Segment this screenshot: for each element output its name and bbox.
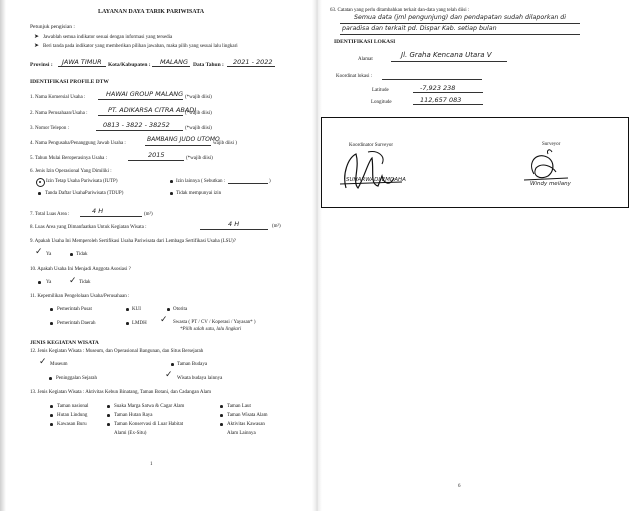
q10-no: Tidak (79, 280, 91, 285)
q1-underline (98, 99, 183, 100)
q3-label: 3. Nomor Telepon : (30, 126, 69, 131)
q9-label: 9. Apakah Usaha Ini Memperoleh Sertifikasi Usaha Pariwisata dari Lembaga Sertifikasi Usaha (LSU)? (30, 239, 236, 244)
q2-label: 2. Nama Perusahaan/Usaha : (30, 111, 88, 116)
q13-option: Taman Wisata Alam (227, 413, 268, 418)
address-value: Jl. Graha Kencana Utara V (401, 51, 492, 59)
q13-label: 13. Jenis Kegiatan Wisata : Aktivitas Kebun Binatang, Taman Botani, dan Cadangan Alam (30, 390, 212, 395)
q6-option-other: Izin lainnya ( Sebutkan : (176, 179, 226, 184)
bullet-icon (50, 308, 53, 311)
city-value: MALANG (160, 58, 189, 66)
address-underline (391, 61, 507, 62)
latitude-underline (413, 92, 483, 93)
bullet-icon (50, 423, 53, 426)
q3-value: 0813 - 3822 - 38252 (103, 121, 170, 129)
bullet-icon (107, 405, 110, 408)
bullet-icon (167, 308, 170, 311)
q1-value: HAWAI GROUP MALANG (106, 90, 184, 98)
latitude-label: Latitude (372, 88, 389, 93)
q5-value: 2015 (148, 151, 165, 159)
q4-value: BAMBANG JUDO UTOMO (147, 136, 220, 143)
q7-unit: (m²) (144, 212, 153, 217)
checkmark-icon: ✓ (39, 357, 47, 367)
year-value: 2021 - 2022 (233, 58, 273, 66)
coordinator-label: Koordinator Surveyor (349, 143, 394, 148)
checkmark-icon: ✓ (69, 276, 77, 286)
q13-option: Alami (Ex-Situ) (114, 431, 147, 436)
arrow-icon: ➤ (34, 34, 40, 40)
bullet-icon (50, 414, 53, 417)
q4-required: wajib diisi ) (213, 141, 237, 146)
q3-required: (*wajib diisi) (185, 126, 212, 131)
q9-no: Tidak (76, 252, 88, 257)
address-label: Alamat (358, 57, 373, 62)
q13-option: Taman Laut (227, 404, 251, 409)
arrow-icon: ➤ (34, 43, 40, 49)
bullet-icon (50, 322, 53, 325)
q6-close-paren: ) (269, 179, 271, 184)
q13-option: Taman Konservasi di Luar Habitat (114, 422, 184, 427)
q63-underline-2 (340, 34, 580, 35)
page-number-left: 1 (150, 462, 153, 467)
q11-option: Pemerintah Pusat (57, 307, 92, 312)
q6-option-none: Tidak mempunyai izin (176, 191, 222, 196)
bullet-icon (220, 414, 223, 417)
longitude-underline (413, 104, 483, 105)
surveyor-label: Surveyor (542, 142, 561, 147)
instruction-1: Jawablah semua indikator sesuai dengan informasi yang tersedia (43, 35, 173, 40)
bullet-icon (107, 414, 110, 417)
q8-value: 4 H (228, 220, 240, 228)
page-gutter (312, 0, 322, 511)
q12-label: 12. Jenis Kegiatan Wisata : Museum, dan Operasional Bangunan, dan Situs Bersejarah (30, 349, 204, 354)
bullet-icon (70, 253, 73, 256)
q10-yes: Ya (46, 280, 52, 285)
bullet-icon (220, 405, 223, 408)
q7-underline (80, 216, 142, 217)
form-title: LAYANAN DAYA TARIK PARIWISATA (98, 9, 205, 15)
q63-underline-1 (340, 23, 580, 24)
longitude-value: 112,657 083 (420, 96, 462, 104)
q11-option: KUI (132, 307, 141, 312)
bullet-icon (126, 322, 129, 325)
q11-option: Pemerintah Daerah (57, 321, 96, 326)
q7-label: 7. Total Luas Area : (30, 212, 70, 217)
q12-option: Museum (50, 362, 68, 367)
longitude-label: Longitude (371, 100, 392, 105)
bullet-icon (39, 181, 42, 184)
year-label: Data Tahun : (193, 62, 224, 68)
q12-option: Wisata budaya lainnya (177, 376, 223, 381)
q13-option: Taman Hutan Raya (114, 413, 153, 418)
q5-label: 5. Tahun Mulai Beroperasinya Usaha : (30, 156, 108, 161)
bullet-icon (126, 308, 129, 311)
q13-option: Suaka Marga Satwa & Cagar Alam (114, 404, 185, 409)
q5-underline (128, 160, 184, 161)
latitude-value: -7,923 238 (420, 84, 456, 92)
section-location: IDENTIFIKASI LOKASI (334, 39, 396, 45)
q13-option: Hutan Lindung (57, 413, 88, 418)
q63-note-line1: Semua data (jml pengunjung) dan pendapatan sudah dilaporkan di (354, 14, 567, 21)
q1-required: (*wajib diisi) (185, 95, 212, 100)
q5-required: (*wajib diisi) (186, 156, 213, 161)
page-number-right: 6 (458, 484, 461, 489)
coordinator-signature (338, 148, 418, 194)
q4-underline (145, 145, 211, 146)
province-underline (58, 66, 106, 67)
q11-note: *Pilih salah satu, lalu lingkari (180, 327, 242, 332)
year-underline (227, 66, 275, 67)
bullet-icon (49, 377, 52, 380)
coordinator-name: SUHARWADI EMDAHA (346, 177, 406, 183)
bullet-icon (50, 405, 53, 408)
city-underline (152, 66, 190, 67)
q8-label: 8. Luas Area yang Dimanfaatkan Untuk Kegiatan Wisata : (30, 225, 147, 230)
city-label: Kota/Kabupaten : (108, 62, 151, 68)
q2-required: (*wajib diisi) (185, 111, 212, 116)
q12-option: Peninggalan Sejarah (56, 376, 97, 381)
q11-label: 11. Kepemilikan Pengelolaan Usaha/Perusahaan : (30, 294, 130, 299)
q1-label: 1. Nama Komersial Usaha : (30, 95, 86, 100)
q12-option: Taman Budaya (177, 362, 208, 367)
coordinate-underline (382, 79, 482, 80)
checkmark-icon: ✓ (160, 315, 168, 325)
q13-option: Taman nasional (57, 404, 89, 409)
q2-underline (98, 115, 183, 116)
q2-value: PT. ADIKARSA CITRA ABADI (108, 106, 197, 114)
bullet-icon (38, 192, 41, 195)
page-edge-shadow (0, 0, 6, 511)
q6-label: 6. Jenis Izin Operasional Yang Dimiliki : (30, 169, 112, 174)
checkmark-icon: ✓ (165, 370, 173, 380)
q63-note-line2: paradisa dan terkait pd. Dispar Kab. setiap bulan (342, 25, 497, 32)
q6-option-iutp: Izin Tetap Usaha Pariwisata (IUTP) (46, 179, 118, 184)
province-value: JAWA TIMUR (62, 58, 102, 66)
q13-option: Kawasan Buru (57, 422, 87, 427)
section-jenis: JENIS KEGIATAN WISATA (30, 340, 99, 346)
q9-yes: Ya (46, 252, 52, 257)
checkmark-icon: ✓ (35, 247, 43, 257)
bullet-icon (107, 423, 110, 426)
bullet-icon (220, 423, 223, 426)
q6-option-tdup: Tanda Daftar UsahaPariwisata (TDUP) (45, 191, 124, 196)
q13-option: Alam Lainnya (227, 431, 256, 436)
province-label: Provinsi : (30, 62, 53, 68)
q11-option: Otorita (173, 307, 188, 312)
q10-label: 10. Apakah Usaha Ini Menjadi Anggota Asosiasi ? (30, 267, 131, 272)
q7-value: 4 H (92, 207, 104, 215)
q11-option: Swasta ( PT / CV / Koperasi / Yayasan* ) (173, 320, 256, 325)
surveyor-name: Windy meilany (530, 181, 571, 187)
bullet-icon (38, 281, 41, 284)
instruction-2: Beri tanda pada indikator yang memberikan pilihan jawaban, maka pilih yang sesuai lalu lingkari (43, 44, 238, 49)
instructions-label: Petunjuk pengisian : (30, 24, 75, 30)
bullet-icon (170, 180, 173, 183)
q4-label: 4. Nama Pengusaha/Penanggung Jawab Usaha : (30, 141, 126, 146)
q11-option: LMDH (132, 321, 147, 326)
q8-unit: (m²) (272, 224, 281, 229)
q6-other-underline (228, 183, 268, 184)
section-profile: IDENTIFIKASI PROFILE DTW (30, 79, 109, 85)
coordinate-label: Koordinat lokasi : (336, 74, 373, 79)
q13-option: Aktivitas Kawasan (227, 422, 265, 427)
q3-underline (96, 130, 183, 131)
bullet-icon (171, 363, 174, 366)
q63-label: 63. Catatan yang perlu ditambahkan terkait dan-data yang telah diisi : (330, 8, 470, 13)
bullet-icon (170, 192, 173, 195)
q8-underline (200, 229, 268, 230)
